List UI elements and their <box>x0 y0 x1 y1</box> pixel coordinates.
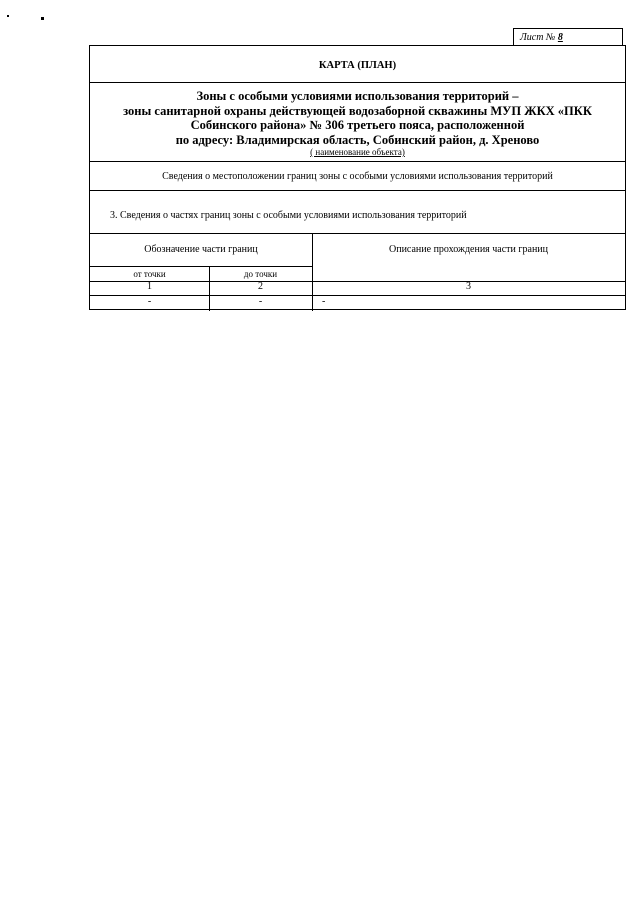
document-frame <box>89 45 626 310</box>
column-number: 2 <box>258 281 263 292</box>
zone-title-line: Собинского района» № 306 третьего пояса, расположенной <box>190 118 525 132</box>
table-cell: - <box>322 296 326 307</box>
table-cell: - <box>147 296 152 307</box>
scan-speck <box>7 15 9 17</box>
subheader-to-point: до точки <box>243 269 278 279</box>
zone-title <box>90 89 625 147</box>
object-caption: ( наименование объекта) <box>310 147 405 157</box>
table-top-border <box>90 233 625 234</box>
zone-title-line: зоны санитарной охраны действующей водозаборной скважины МУП ЖКХ «ПКК <box>123 103 592 118</box>
divider <box>90 161 625 162</box>
zone-title-line: Зоны с особыми условиями использования территорий – <box>196 89 519 103</box>
location-section-heading: Сведения о местоположении границ зоны с особыми условиями использования территорий <box>162 171 553 182</box>
column-number: 3 <box>466 281 471 292</box>
scan-speck <box>41 17 44 20</box>
sheet-number: 8 <box>557 32 563 43</box>
header-description: Описание прохождения части границ <box>389 244 548 255</box>
sheet-number-label <box>513 28 623 45</box>
sheet-label-text: Лист № <box>520 32 556 43</box>
subheader-from-point: от точки <box>133 269 166 279</box>
table-divider <box>90 266 312 267</box>
divider <box>90 82 625 83</box>
map-title: КАРТА (ПЛАН) <box>318 60 397 71</box>
parts-section-heading: 3. Сведения о частях границ зоны с особыми условиями использования территорий <box>110 210 467 221</box>
header-designation: Обозначение части границ <box>144 244 258 255</box>
zone-title-line: по адресу: Владимирская область, Собинский район, д. Хреново <box>175 132 540 147</box>
divider <box>90 190 625 191</box>
table-cell: - <box>258 296 263 307</box>
column-number: 1 <box>147 281 152 292</box>
